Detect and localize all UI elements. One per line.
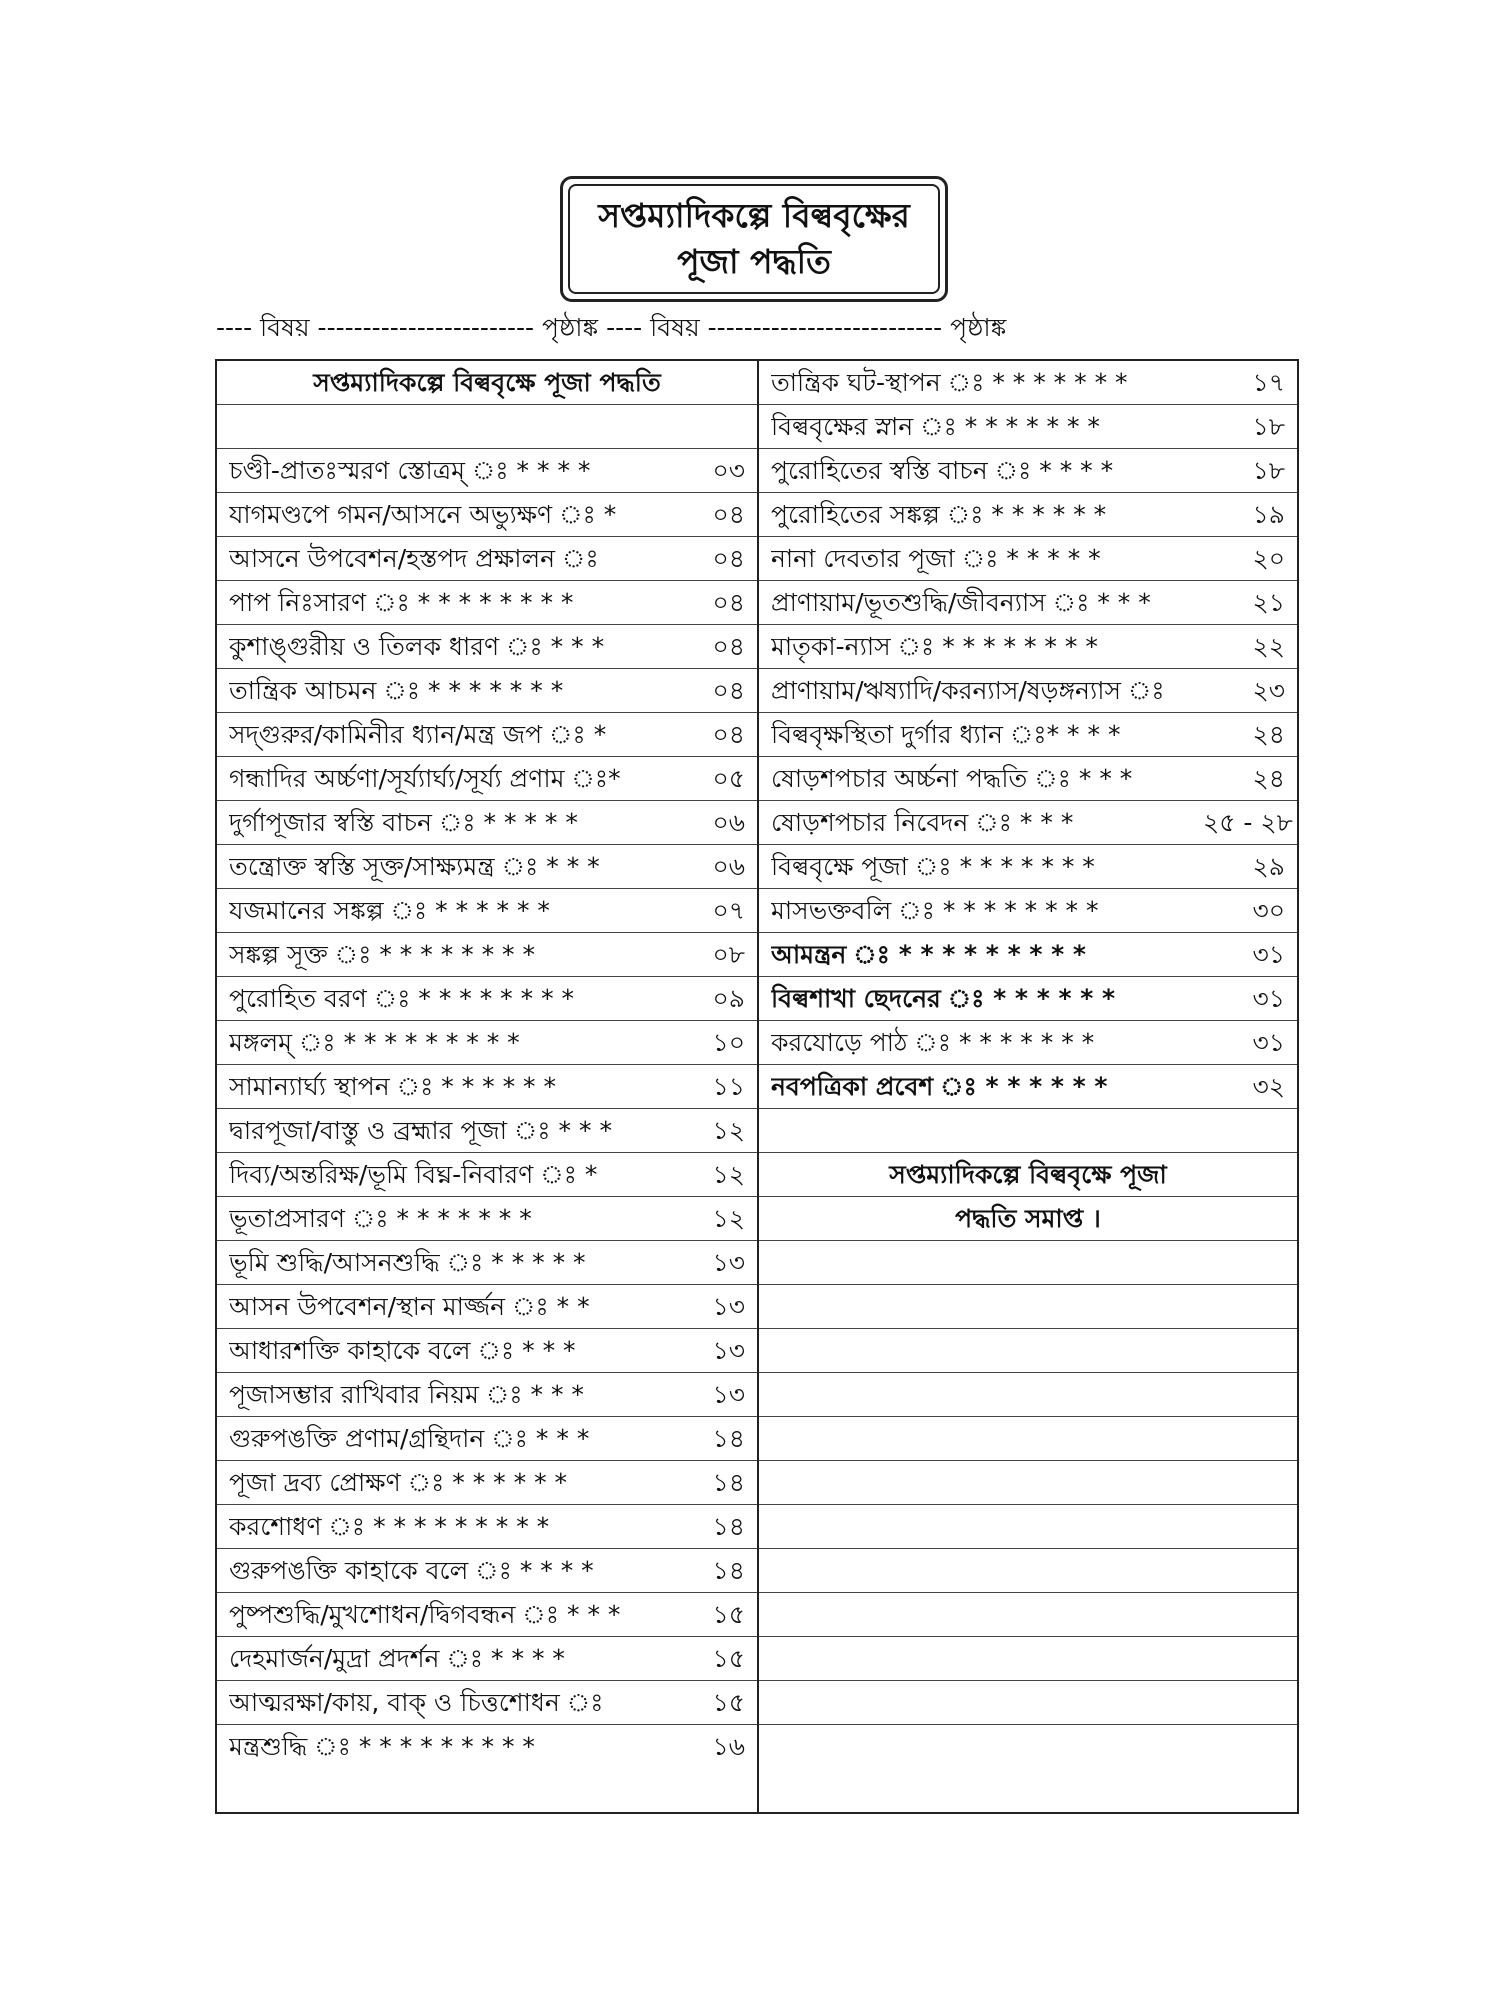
toc-row — [217, 537, 757, 581]
toc-entry-page: ২৪ — [1252, 764, 1285, 793]
toc-row — [217, 449, 757, 493]
toc-entry-page — [1203, 1637, 1285, 1680]
toc-entry-page: ১১ — [712, 1072, 745, 1101]
toc-row — [217, 1505, 757, 1549]
toc-row — [217, 1197, 757, 1241]
toc-entry-page: ০৪ — [712, 720, 745, 749]
toc-entry-page: ১৩ — [712, 1380, 745, 1409]
toc-row — [217, 1461, 757, 1505]
toc-row — [759, 977, 1297, 1021]
toc-row — [217, 757, 757, 801]
toc-entry-page: ২৫ - ২৮ — [1203, 808, 1293, 837]
toc-entry-title: দ্বারপূজা/বাস্তু ও ব্রহ্মার পূজা ঃ * * * — [229, 1116, 612, 1145]
toc-entry-page: ১৫ — [712, 1600, 745, 1629]
toc-entry-page: ২০ — [1252, 544, 1285, 573]
toc-entry-page: ১৫ — [712, 1688, 745, 1717]
toc-row — [759, 933, 1297, 977]
toc-entry-page: ১২ — [712, 1204, 745, 1233]
toc-entry-title — [771, 1109, 1201, 1152]
toc-row — [217, 1021, 757, 1065]
toc-entry-page — [1203, 1285, 1285, 1328]
toc-row — [217, 1681, 757, 1725]
toc-row — [759, 361, 1297, 405]
toc-entry-page — [1203, 1241, 1285, 1284]
toc-entry-title: সদ্গুরুর/কামিনীর ধ্যান/মন্ত্র জপ ঃ * — [229, 720, 607, 749]
toc-entry-page: ৩০ — [1252, 896, 1285, 925]
toc-entry-title: বিল্বশাখা ছেদনের ঃ * * * * * * — [771, 984, 1116, 1013]
toc-row — [217, 1725, 757, 1812]
toc-entry-title: তান্ত্রিক আচমন ঃ * * * * * * * — [229, 676, 564, 705]
toc-entry-page: ১৪ — [712, 1556, 745, 1585]
toc-entry-page — [1203, 1417, 1285, 1460]
toc-row — [759, 405, 1297, 449]
toc-entry-page: ১৮ — [1252, 456, 1285, 485]
toc-entry-title: পুরোহিতের স্বস্তি বাচন ঃ * * * * — [771, 456, 1114, 485]
toc-entry-page: ১৪ — [712, 1512, 745, 1541]
toc-entry-title: দুর্গাপূজার স্বস্তি বাচন ঃ * * * * * — [229, 808, 578, 837]
toc-entry-title: ষোড়শপচার নিবেদন ঃ * * * — [771, 808, 1074, 837]
toc-entry-title: আসন উপবেশন/স্থান মার্জ্জন ঃ * * — [229, 1292, 590, 1321]
toc-entry-title: যাগমণ্ডপে গমন/আসনে অভ্যুক্ষণ ঃ * — [229, 500, 617, 529]
toc-entry-title: বিল্ববৃক্ষস্থিতা দুর্গার ধ্যান ঃ* * * * — [771, 720, 1121, 749]
toc-entry-page: ১৬ — [712, 1732, 745, 1761]
toc-entry-page — [1203, 1549, 1285, 1592]
toc-entry-title: নবপত্রিকা প্রবেশ ঃ * * * * * * — [771, 1072, 1108, 1101]
toc-entry-page: ১৭ — [1252, 368, 1285, 397]
toc-entry-title: সপ্তম্যাদিকল্পে বিল্ববৃক্ষে পূজা — [889, 1160, 1167, 1189]
toc-entry-title: প্রাণায়াম/ভূতশুদ্ধি/জীবন্যাস ঃ * * * — [771, 588, 1151, 617]
toc-entry-title: নানা দেবতার পূজা ঃ * * * * * — [771, 544, 1101, 573]
toc-entry-title — [771, 1373, 1201, 1416]
toc-row — [217, 625, 757, 669]
toc-entry-page: ০৯ — [712, 984, 745, 1013]
toc-entry-title: মাতৃকা-ন্যাস ঃ * * * * * * * * — [771, 632, 1098, 661]
toc-entry-page: ৩১ — [1252, 984, 1285, 1013]
title-box — [560, 176, 948, 302]
toc-entry-page: ২৩ — [1252, 676, 1285, 705]
toc-row — [217, 405, 757, 449]
toc-entry-title — [771, 1549, 1201, 1592]
toc-entry-title — [771, 1285, 1201, 1328]
toc-entry-title — [771, 1505, 1201, 1548]
toc-row — [759, 493, 1297, 537]
toc-entry-page: ৩১ — [1252, 940, 1285, 969]
toc-row — [217, 361, 757, 405]
toc-entry-title: আমন্ত্রন ঃ * * * * * * * * * — [771, 940, 1086, 969]
toc-row — [759, 1417, 1297, 1461]
toc-row — [217, 713, 757, 757]
toc-entry-title — [771, 1417, 1201, 1460]
toc-entry-title: দেহমার্জন/মুদ্রা প্রদর্শন ঃ * * * * — [229, 1644, 565, 1673]
toc-row — [759, 801, 1297, 845]
toc-row — [759, 1725, 1297, 1812]
toc-row — [217, 933, 757, 977]
toc-entry-page: ১৩ — [712, 1248, 745, 1277]
toc-entry-title: মাসভক্তবলি ঃ * * * * * * * * — [771, 896, 1099, 925]
toc-row — [759, 845, 1297, 889]
toc-entry-title: পূজাসম্ভার রাখিবার নিয়ম ঃ * * * — [229, 1380, 584, 1409]
toc-entry-page: ১০ — [712, 1028, 745, 1057]
toc-row — [759, 449, 1297, 493]
toc-row — [217, 1153, 757, 1197]
toc-entry-page: ০৪ — [712, 500, 745, 529]
toc-row — [759, 1637, 1297, 1681]
toc-entry-title: তন্ত্রোক্ত স্বস্তি সূক্ত/সাক্ষ্যমন্ত্র ঃ * * * — [229, 852, 600, 881]
toc-entry-page — [1203, 1373, 1285, 1416]
toc-entry-page: ০৩ — [712, 456, 745, 485]
title-line-2: পূজা পদ্ধতি — [677, 242, 831, 281]
toc-entry-page — [1203, 1461, 1285, 1504]
toc-row — [217, 1285, 757, 1329]
toc-row — [759, 537, 1297, 581]
toc-entry-page: ১২ — [712, 1116, 745, 1145]
toc-entry-page: ০৫ — [712, 764, 745, 793]
column-header: ---- বিষয় ------------------------ পৃষ্ঠাঙ্ক ---- বিষয় -------------------------- পৃষ্ঠাঙ্ক — [216, 313, 1007, 342]
toc-entry-title — [771, 1593, 1201, 1636]
toc-row — [759, 1241, 1297, 1285]
toc-entry-page — [1203, 1505, 1285, 1548]
toc-entry-page: ০৭ — [712, 896, 745, 925]
toc-entry-page: ৩২ — [1252, 1072, 1285, 1101]
toc-entry-title: বিল্ববৃক্ষের স্নান ঃ * * * * * * * — [771, 412, 1100, 441]
toc-row — [217, 1329, 757, 1373]
toc-entry-title: পুষ্পশুদ্ধি/মুখশোধন/দ্বিগবন্ধন ঃ * * * — [229, 1600, 621, 1629]
toc-entry-title: আসনে উপবেশন/হস্তপদ প্রক্ষালন ঃ — [229, 544, 599, 573]
toc-entry-title — [771, 1461, 1201, 1504]
toc-entry-title: যজমানের সঙ্কল্প ঃ * * * * * * — [229, 896, 550, 925]
toc-row — [217, 1637, 757, 1681]
toc-row — [759, 1593, 1297, 1637]
title-box-inner — [568, 184, 940, 294]
toc-entry-title: চণ্ডী-প্রাতঃস্মরণ স্তোত্রম্ ঃ * * * * — [229, 456, 591, 485]
toc-row — [217, 581, 757, 625]
toc-entry-page: ২৯ — [1252, 852, 1285, 881]
toc-entry-page — [663, 361, 745, 404]
toc-entry-title: মন্ত্রশুদ্ধি ঃ * * * * * * * * * — [229, 1732, 535, 1761]
toc-row — [759, 625, 1297, 669]
toc-entry-title: করযোড়ে পাঠ ঃ * * * * * * * — [771, 1028, 1095, 1057]
toc-entry-page — [1203, 1109, 1285, 1152]
toc-entry-page: ২১ — [1252, 588, 1285, 617]
toc-entry-title: পুরোহিতের সঙ্কল্প ঃ * * * * * * — [771, 500, 1107, 529]
toc-entry-title: সপ্তম্যাদিকল্পে বিল্ববৃক্ষে পূজা পদ্ধতি — [313, 368, 661, 397]
toc-entry-title: সামান্যার্ঘ্য স্থাপন ঃ * * * * * * — [229, 1072, 556, 1101]
toc-entry-title — [229, 405, 661, 448]
toc-entry-page: ১৩ — [712, 1336, 745, 1365]
toc-entry-page: ০৪ — [712, 632, 745, 661]
toc-row — [217, 845, 757, 889]
toc-row — [759, 1549, 1297, 1593]
toc-row — [217, 801, 757, 845]
toc-entry-title: গুরুপঙক্তি প্রণাম/গ্রন্থিদান ঃ * * * — [229, 1424, 590, 1453]
toc-row — [759, 757, 1297, 801]
toc-entry-title: পাপ নিঃসারণ ঃ * * * * * * * * — [229, 588, 574, 617]
toc-row — [759, 1373, 1297, 1417]
toc-entry-title: সঙ্কল্প সূক্ত ঃ * * * * * * * * — [229, 940, 535, 969]
toc-entry-title: ভূতাপ্রসারণ ঃ * * * * * * * — [229, 1204, 532, 1233]
toc-entry-title: পদ্ধতি সমাপ্ত । — [955, 1204, 1101, 1233]
left-column — [217, 361, 759, 1812]
toc-row — [217, 1109, 757, 1153]
toc-entry-title — [771, 1637, 1201, 1680]
toc-row — [759, 669, 1297, 713]
toc-entry-page — [1203, 1153, 1285, 1196]
toc-entry-page: ১৯ — [1252, 500, 1285, 529]
toc-entry-page: ০৪ — [712, 676, 745, 705]
toc-entry-title: পুরোহিত বরণ ঃ * * * * * * * * — [229, 984, 575, 1013]
contents-table — [215, 359, 1299, 1814]
toc-entry-title: ষোড়শপচার অর্চ্চনা পদ্ধতি ঃ * * * — [771, 764, 1133, 793]
toc-entry-title — [771, 1681, 1201, 1724]
toc-row — [759, 1329, 1297, 1373]
toc-entry-title: পূজা দ্রব্য প্রোক্ষণ ঃ * * * * * * — [229, 1468, 568, 1497]
toc-entry-page — [1203, 1725, 1285, 1812]
toc-row — [759, 1461, 1297, 1505]
toc-entry-page — [1203, 1593, 1285, 1636]
title-line-1: সপ্তম্যাদিকল্পে বিল্ববৃক্ষের — [598, 196, 910, 235]
toc-row — [217, 493, 757, 537]
toc-row — [759, 1109, 1297, 1153]
toc-row — [217, 1549, 757, 1593]
toc-row — [217, 1593, 757, 1637]
toc-entry-page: ১২ — [712, 1160, 745, 1189]
toc-entry-title — [771, 1241, 1201, 1284]
toc-entry-page — [663, 405, 745, 448]
toc-row — [217, 1241, 757, 1285]
toc-row — [217, 1373, 757, 1417]
toc-entry-page — [1203, 1197, 1285, 1240]
toc-entry-title: করশোধণ ঃ * * * * * * * * * — [229, 1512, 550, 1541]
toc-entry-page: ০৬ — [712, 852, 745, 881]
toc-entry-page: ১৪ — [712, 1468, 745, 1497]
toc-entry-title: আধারশক্তি কাহাকে বলে ঃ * * * — [229, 1336, 576, 1365]
toc-entry-title: প্রাণায়াম/ঋষ্যাদি/করন্যাস/ষড়ঙ্গন্যাস ঃ — [771, 676, 1165, 705]
toc-row — [759, 581, 1297, 625]
toc-entry-title: গন্ধাদির অর্চ্চণা/সূর্য্যার্ঘ্য/সূর্য্য প্রণাম ঃ* — [229, 764, 621, 793]
toc-entry-title — [771, 1725, 1201, 1812]
toc-entry-page: ১৩ — [712, 1292, 745, 1321]
toc-row — [217, 977, 757, 1021]
toc-entry-page: ১৪ — [712, 1424, 745, 1453]
toc-entry-title: কুশাঙ্গুরীয় ও তিলক ধারণ ঃ * * * — [229, 632, 605, 661]
toc-row — [217, 1065, 757, 1109]
toc-entry-page: ২২ — [1252, 632, 1285, 661]
toc-row — [759, 1505, 1297, 1549]
toc-row — [759, 713, 1297, 757]
toc-entry-title: ভূমি শুদ্ধি/আসনশুদ্ধি ঃ * * * * * — [229, 1248, 586, 1277]
toc-row — [759, 1021, 1297, 1065]
toc-entry-title: গুরুপঙক্তি কাহাকে বলে ঃ * * * * — [229, 1556, 594, 1585]
toc-entry-title: তান্ত্রিক ঘট-স্থাপন ঃ * * * * * * * — [771, 368, 1128, 397]
toc-entry-page: ০৮ — [712, 940, 745, 969]
toc-entry-title: দিব্য/অন্তরিক্ষ/ভূমি বিঘ্ন-নিবারণ ঃ * — [229, 1160, 598, 1189]
right-column — [759, 361, 1297, 1812]
toc-row — [217, 669, 757, 713]
toc-entry-page: ০৪ — [712, 588, 745, 617]
toc-entry-page: ১৫ — [712, 1644, 745, 1673]
toc-entry-page: ১৮ — [1252, 412, 1285, 441]
toc-entry-title: বিল্ববৃক্ষে পূজা ঃ * * * * * * * — [771, 852, 1095, 881]
toc-entry-page: ২৪ — [1252, 720, 1285, 749]
toc-entry-title: আত্মরক্ষা/কায়, বাক্ ও চিত্তশোধন ঃ — [229, 1688, 604, 1717]
toc-row — [759, 889, 1297, 933]
toc-row — [759, 1681, 1297, 1725]
toc-entry-title — [771, 1329, 1201, 1372]
toc-row — [217, 1417, 757, 1461]
toc-entry-page — [1203, 1681, 1285, 1724]
toc-row — [759, 1285, 1297, 1329]
toc-row — [217, 889, 757, 933]
toc-entry-title: মঙ্গলম্ ঃ * * * * * * * * * — [229, 1028, 520, 1057]
toc-row — [759, 1065, 1297, 1109]
toc-row — [759, 1153, 1297, 1197]
toc-entry-page — [1203, 1329, 1285, 1372]
toc-entry-page: ০৬ — [712, 808, 745, 837]
toc-row — [759, 1197, 1297, 1241]
toc-entry-page: ৩১ — [1252, 1028, 1285, 1057]
toc-entry-page: ০৪ — [712, 544, 745, 573]
